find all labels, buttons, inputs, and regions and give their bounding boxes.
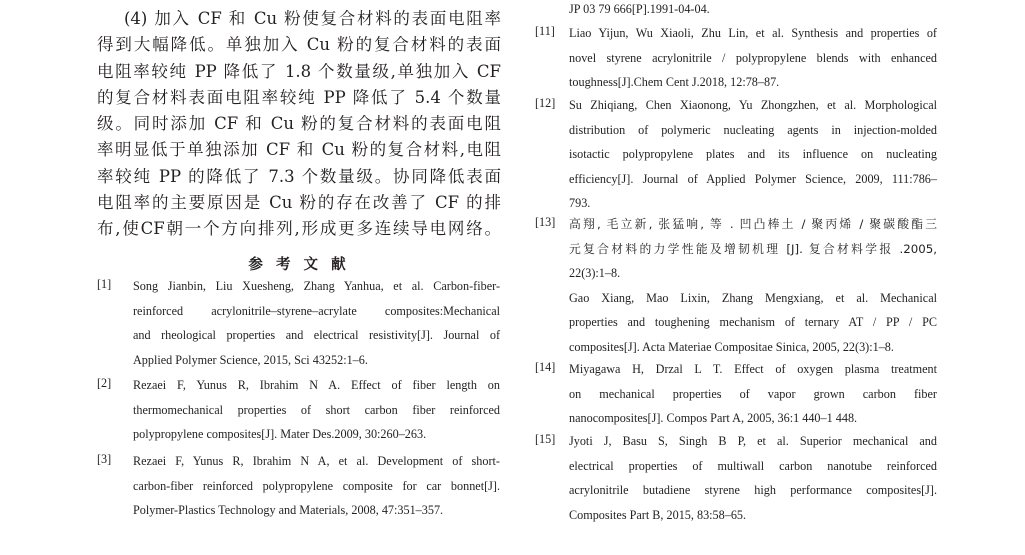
- reference-line: Miyagawa H, Drzal L T. Effect of oxygen plasma treatment: [569, 362, 937, 376]
- reference-line: Song Jianbin, Liu Xuesheng, Zhang Yanhua, et al. Carbon-fiber-: [133, 279, 500, 293]
- reference-line: and rheological properties and electrical resistivity[J]. Journal of: [133, 328, 500, 343]
- reference-line: Gao Xiang, Mao Lixin, Zhang Mengxiang, et al. Mechanical: [569, 290, 937, 305]
- paragraph-line: 布,使CF朝一个方向排列,形成更多连续导电网络。: [97, 219, 501, 239]
- reference-line: polypropylene composites[J]. Mater Des.2009, 30:260–263.: [133, 427, 427, 442]
- reference-line: electrical properties of multiwall carbon nanotube reinforced: [569, 458, 937, 473]
- reference-number: [3]: [97, 452, 112, 466]
- reference-line: novel styrene acrylonitrile / polypropylene blends with enhanced: [569, 50, 937, 65]
- reference-line: on mechanical properties of vapor grown carbon fiber: [569, 386, 937, 401]
- reference-line: Su Zhiqiang, Chen Xiaonong, Yu Zhongzhen, et al. Morphological: [569, 98, 937, 112]
- reference-line: composites[J]. Acta Materiae Compositae Sinica, 2005, 22(3):1–8.: [569, 339, 894, 354]
- reference-line: 793.: [569, 196, 591, 211]
- paragraph-line: 率较纯 PP 的降低了 7.3 个数量级。协同降低表面: [97, 166, 501, 186]
- reference-line: 高翔, 毛立新, 张猛响, 等 . 凹凸棒土 / 聚丙烯 / 聚碳酸酯三: [569, 217, 937, 231]
- reference-line: properties and toughening mechanism of ternary AT / PP / PC: [569, 315, 937, 330]
- reference-number: [11]: [535, 24, 555, 38]
- reference-line: Rezaei F, Yunus R, Ibrahim N A, et al. Development of short-: [133, 454, 500, 468]
- paragraph-line: 级。同时添加 CF 和 Cu 粉的复合材料的表面电阻: [97, 114, 501, 134]
- reference-line: Applied Polymer Science, 2015, Sci 43252:1–6.: [133, 352, 368, 367]
- reference-line: Composites Part B, 2015, 83:58–65.: [569, 507, 747, 522]
- reference-number: [1]: [97, 277, 112, 291]
- reference-line: Jyoti J, Basu S, Singh B P, et al. Superior mechanical and: [569, 434, 937, 448]
- reference-line: reinforced acrylonitrile–styrene–acrylate composites:Mechanical: [133, 303, 500, 318]
- reference-line: toughness[J].Chem Cent J.2018, 12:78–87.: [569, 75, 780, 90]
- reference-line: efficiency[J]. Journal of Applied Polymer Science, 2009, 111:786–: [569, 171, 937, 186]
- conclusion-paragraph: [97, 6, 501, 243]
- reference-line: 22(3):1–8.: [569, 266, 621, 281]
- reference-line: 元复合材料的力学性能及增韧机理 [J]. 复合材料学报 .2005,: [569, 241, 937, 256]
- references-heading: 参 考 文 献: [248, 257, 350, 273]
- reference-number: [13]: [535, 215, 556, 229]
- reference-line: nanocomposites[J]. Compos Part A, 2005, 36:1 440–1 448.: [569, 411, 858, 426]
- reference-number: [14]: [535, 360, 556, 374]
- reference-number: [12]: [535, 96, 556, 110]
- reference-line: acrylonitrile butadiene styrene high performance composites[J].: [569, 483, 937, 498]
- reference-line: thermomechanical properties of short carbon fiber reinforced: [133, 402, 500, 417]
- reference-line: distribution of polymeric nucleating agents in injection-molded: [569, 122, 937, 137]
- paragraph-line: 的复合材料表面电阻率较纯 PP 降低了 5.4 个数量: [97, 87, 501, 107]
- reference-line: JP 03 79 666[P].1991-04-04.: [569, 2, 710, 16]
- reference-line: Liao Yijun, Wu Xiaoli, Zhu Lin, et al. Synthesis and properties of: [569, 26, 937, 40]
- reference-number: [2]: [97, 376, 112, 390]
- reference-line: Rezaei F, Yunus R, Ibrahim N A. Effect of fiber length on: [133, 378, 500, 392]
- paragraph-line: 电阻率较纯 PP 降低了 1.8 个数量级,单独加入 CF: [97, 61, 501, 81]
- reference-line: isotactic polypropylene plates and its influence on nucleating: [569, 147, 937, 162]
- paragraph-line: 电阻率的主要原因是 Cu 粉的存在改善了 CF 的排: [97, 193, 501, 213]
- reference-line: carbon-fiber reinforced polypropylene composite for car bonnet[J].: [133, 478, 500, 493]
- reference-number: [15]: [535, 432, 556, 446]
- paragraph-line: (4) 加入 CF 和 Cu 粉使复合材料的表面电阻率: [124, 9, 501, 28]
- reference-line: Polymer-Plastics Technology and Materials, 2008, 47:351–357.: [133, 503, 444, 518]
- paragraph-line: 得到大幅降低。单独加入 Cu 粉的复合材料的表面: [97, 35, 501, 55]
- paragraph-line: 率明显低于单独添加 CF 和 Cu 粉的复合材料,电阻: [97, 140, 501, 160]
